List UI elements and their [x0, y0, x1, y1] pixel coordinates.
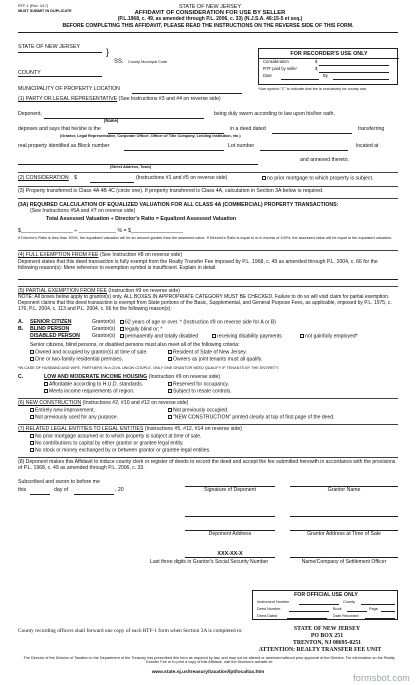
blind-option[interactable]: legally blind or; * — [120, 327, 162, 333]
section2-heading: (2) CONSIDERATION $ — [18, 175, 77, 181]
class-statement: (3) Property transferred is Class 4A 4B 4C (circle one). If property transferred is Class 4A, calculation in Section 3A below is required. — [18, 188, 324, 194]
block-label: real property identified as Block number — [18, 143, 110, 149]
deed-date-field[interactable] — [272, 133, 352, 134]
address-line-3: TRENTON, NJ 08695-0251 — [292, 640, 361, 646]
month-field[interactable] — [74, 494, 114, 495]
street-caption: (Street Address, Town) — [110, 165, 152, 169]
subscribed-label: Subscribed and sworn to before me — [18, 479, 100, 485]
official-county-field[interactable] — [361, 604, 395, 605]
section4-text: Deponent states that this deed transaction is fully exempt from the Realty Transfer Fee imposed by P.L. 1968, c. 49 as amended through P.L. 2004, c. 66 for the following reason(s): Mere reference to exemption symbol is insufficient. Explain in detail. — [18, 259, 378, 271]
website-link[interactable]: www.state.nj.us/treasury/taxation/lpt/localtax.htm — [151, 670, 265, 675]
new-construction-printed-option[interactable]: "NEW CONSTRUCTION" printed clearly at top of first page of the deed. — [168, 415, 335, 421]
section6-heading: (6) NEW CONSTRUCTION (Instructions #2, #10 and #12 on reverse side) — [18, 400, 189, 406]
no-prior-mortgage-entity-option[interactable]: No prior mortgage assumed or to which property is subject at time of sale. — [30, 434, 201, 440]
grantor-name-caption: Grantor Name — [327, 487, 361, 493]
checkbox[interactable] — [168, 350, 172, 354]
state-heading: STATE OF NEW JERSEY — [178, 4, 242, 10]
no-stock-option[interactable]: No stock or money exchanged by or between grantor or grantee legal entities. — [30, 448, 211, 454]
deponent-label: Deponent, — [18, 111, 42, 117]
checkbox[interactable] — [30, 448, 34, 452]
checkbox[interactable] — [120, 334, 124, 338]
signature-caption: Signature of Deponent — [204, 487, 256, 493]
ssn-label: Last three digits in Grantor's Social Security Number — [150, 559, 269, 565]
day-field[interactable] — [30, 494, 50, 495]
receiving-option[interactable]: receiving disability payments — [212, 334, 282, 340]
section3a-note: If Director's Ratio is less than 100%, the equalized valuation will be an amount greater than the assessed value. If Director's Ratio is equal to or in excess of 100%, the assessed value will be equal to the equalized valuation. — [18, 236, 392, 240]
section5-heading: (5) PARTIAL EXEMPTION FROM FEE (Instruction #9 on reverse side) — [18, 288, 180, 294]
section1-heading: (1) PARTY OR LEGAL REPRESENTATIVE (See Instructions #3 and #4 on reverse side) — [18, 96, 221, 102]
checkbox[interactable] — [168, 389, 172, 393]
recorder-rtf-paid: RTF paid by seller — [263, 66, 297, 71]
section3a-formula: Total Assessed Valuation ÷ Director's Ratio = Equalized Assessed Valuation — [46, 216, 237, 222]
address-line-2: PO BOX 251 — [310, 633, 344, 639]
annexed-label: and annexed thereto. — [300, 157, 350, 163]
affordable-option[interactable]: Affordable according to H.U.D. standards. — [44, 382, 143, 388]
watermark: formsbot.com — [353, 672, 410, 683]
checkbox[interactable] — [300, 334, 304, 338]
resale-option[interactable]: Subject to resale controls. — [168, 389, 232, 395]
deposes-label: deposes and says that he/she is the — [18, 126, 101, 132]
checkbox[interactable] — [168, 415, 172, 419]
not-employed-option[interactable]: not gainfully employed* — [300, 334, 358, 340]
official-use-box: FOR OFFICIAL USE ONLY Instrument Number County Deed Number Book Page Deed Dated Date Recorded — [252, 590, 398, 620]
address-line-1: STATE OF NEW JERSEY — [293, 626, 361, 632]
no-prior-mortgage-option[interactable]: no prior mortgage to which property is subject. — [262, 176, 373, 182]
address-line-4: ATTENTION: REALTY TRANSFER FEE UNIT — [258, 647, 382, 653]
not-prev-used-option[interactable]: Not previously used for any purpose. — [30, 415, 118, 421]
law-reference: (P.L.1968, c. 49, as amended through P.L. 2006, c. 33) (N.J.S.A. 46:15-5 et seq.) — [117, 16, 303, 22]
one-two-family-option[interactable]: One or two-family residential premises. — [30, 357, 123, 363]
section3a-sub: (See Instructions #5A and #7 on reverse side) — [30, 208, 136, 214]
settlement-field[interactable] — [290, 557, 398, 558]
instruction-banner: BEFORE COMPLETING THIS AFFIDAVIT, PLEASE READ THE INSTRUCTIONS ON THE REVERSE SIDE OF THIS FORM. — [62, 23, 354, 29]
reserved-option[interactable]: Reserved for occupancy. — [168, 382, 229, 388]
instrument-field[interactable] — [299, 604, 339, 605]
being-duly-sworn: being duly sworn according to law upon his/her oath, — [214, 111, 335, 117]
deed-dated-field[interactable] — [287, 618, 327, 619]
transferring-label: transferring — [358, 126, 385, 132]
duplicate-notice: MUST SUBMIT IN DUPLICATE — [18, 9, 72, 13]
section8-text: (8) Deponent makes this Affidavit to induce county clerk or register of deeds to record the deed and accept the fee submitted herewith in accordance with the provisions of P.L. 1968, c. 49 as amended through P.L. 2006, c. 33. — [18, 459, 396, 471]
deponent-address-caption: Deponent Address — [208, 531, 252, 537]
checkbox[interactable] — [30, 408, 34, 412]
form-id: RTF-1 (Rev. 4/17) — [18, 4, 49, 8]
grantor-address-field[interactable] — [290, 516, 398, 517]
rtf-paid-field[interactable] — [319, 72, 389, 73]
entirely-new-option[interactable]: Entirely new improvement. — [30, 408, 95, 414]
checkbox[interactable] — [30, 441, 34, 445]
county-code-label: County Municipal Code — [128, 60, 168, 64]
grantor-address-caption: Grantor Address at Time of Sale — [307, 531, 381, 537]
checkbox[interactable] — [212, 334, 216, 338]
name-caption: (Name) — [104, 118, 119, 123]
deed-number-field[interactable] — [289, 611, 329, 612]
by-field[interactable] — [333, 79, 389, 80]
meets-income-option[interactable]: Meets income requirements of region. — [44, 389, 135, 395]
consideration-amount-field[interactable] — [90, 182, 134, 183]
low-moderate-heading: LOW AND MODERATE INCOME HOUSING (Instruction #9 on reverse side) — [44, 374, 221, 380]
checkbox[interactable] — [30, 357, 34, 361]
checkbox[interactable] — [262, 176, 266, 180]
recorder-by: By — [323, 73, 328, 78]
block-field[interactable] — [124, 150, 224, 151]
checkbox[interactable] — [168, 382, 172, 386]
located-at-label: located at — [356, 143, 379, 149]
brace-icon: } — [106, 47, 110, 57]
joint-tenants-option[interactable]: Owners as joint tenants must all qualify. — [168, 357, 262, 363]
date-recorded-field[interactable] — [365, 618, 395, 619]
venue-state: STATE OF NEW JERSEY — [18, 44, 81, 50]
ss-label: SS. — [114, 59, 124, 65]
ssn-field[interactable]: XXX-XX-X — [217, 551, 243, 557]
official-title: FOR OFFICIAL USE ONLY — [294, 592, 358, 598]
disabled-person-label: DISABLED PERSON — [30, 333, 80, 339]
form-title: AFFIDAVIT OF CONSIDERATION FOR USE BY SELLER — [134, 10, 286, 16]
checkbox[interactable] — [120, 327, 124, 331]
perm-disabled-option[interactable]: permanently and totally disabled — [120, 334, 198, 340]
senior-citizen-label: SENIOR CITIZEN — [30, 319, 72, 325]
checkbox[interactable] — [44, 382, 48, 386]
checkbox[interactable] — [120, 320, 124, 324]
resident-option[interactable]: Resident of State of New Jersey. — [168, 350, 247, 356]
recorder-consideration: Consideration — [263, 59, 289, 64]
checkbox[interactable] — [44, 389, 48, 393]
settlement-label: Name/Company of Settlement Officer — [301, 559, 387, 565]
age-option[interactable]: 62 years of age or over. * (Instruction #9 on reverse side for A or B) — [120, 320, 276, 326]
checkbox[interactable] — [168, 357, 172, 361]
section7-heading: (7) RELATED LEGAL ENTITIES TO LEGAL ENTITIES (Instructions #5, #12, #14 on reverse side) — [18, 426, 242, 432]
section3a-calc[interactable]: $__________________ ÷ _____________ % = $__________________ — [18, 228, 183, 234]
consideration-field[interactable] — [319, 65, 389, 66]
no-contributions-option[interactable]: No contributions to capital by either grantor or grantee legal entity. — [30, 441, 184, 447]
section5-note: NOTE: All boxes below apply to grantor(s) only. ALL BOXES IN APPROPRIATE CATEGORY MUST BE CHECKED. Failure to do so will void claim for partial exemption. Deponent claims that this deed transaction is exempt from State portions of the Basic, Supplemental, and General Purpose Fees, as applicable, imposed by P.L. 1975, c. 176, P.L. 2004, c. 113 and P.L. 2004, c. 66 for the following reason(s): — [18, 294, 392, 312]
recorder-title: FOR RECORDER'S USE ONLY — [290, 51, 368, 57]
section4-heading: (4) FULL EXEMPTION FROM FEE (See Instruction #8 on reverse side) — [18, 252, 183, 258]
date-field[interactable] — [281, 79, 319, 80]
not-prev-occupied-option[interactable]: Not previously occupied. — [168, 408, 229, 414]
recorder-box: FOR RECORDER'S USE ONLY Consideration $ RTF paid by seller $ Date By — [258, 48, 398, 85]
municipality-field[interactable] — [132, 93, 242, 94]
recorder-date: Date — [263, 73, 272, 78]
county-forward-note: County recording officers shall forward one copy of each RTF-1 form when Section 3A is completed to: — [18, 628, 243, 634]
grantor-caption: (Grantor, Legal Representative, Corporate Officer, Officer of Title Company, Lending Institution, etc.) — [60, 134, 241, 138]
blind-person-label: BLIND PERSON — [30, 326, 70, 332]
owned-option[interactable]: Owned and occupied by grantor(s) at time of sale. — [30, 350, 148, 356]
page-field[interactable] — [381, 611, 395, 612]
state-line[interactable] — [18, 52, 102, 53]
lot-field[interactable] — [260, 150, 348, 151]
book-field[interactable] — [347, 611, 367, 612]
checkbox[interactable] — [30, 415, 34, 419]
checkbox[interactable] — [168, 408, 172, 412]
criteria-lead: Senior citizens, blind persons, or disabled persons must also meet all of the following criteria: — [30, 342, 240, 348]
municipality-label: MUNICIPALITY OF PROPERTY LOCATION — [18, 86, 120, 92]
deed-dated-label: in a deed dated — [230, 126, 266, 132]
lot-label: Lot number — [228, 143, 255, 149]
exemption-reason-field[interactable] — [18, 279, 398, 280]
checkbox[interactable] — [30, 350, 34, 354]
deponent-name-field[interactable] — [44, 118, 204, 119]
director-note: The Director of the Division of Taxation in the Department of the Treasury has prescribed this form as required by law, and may not be altered or amended without prior approval of the Director. For information on the Realty Transfer Fee or to print a copy of this Affidavit, visit the Division's website at: — [23, 656, 395, 665]
consideration-instructions: (Instructions #1 and #5 on reverse side) — [136, 175, 228, 181]
husband-wife-note: *IN CASE OF HUSBAND AND WIFE, PARTNERS IN A CIVIL UNION COUPLE, ONLY ONE GRANTOR NEED QUALIFY IF TENANTS BY THE ENTIRETY. — [18, 366, 280, 370]
checkbox[interactable] — [30, 434, 34, 438]
deponent-address-field[interactable] — [185, 516, 275, 517]
section3a-heading: (3A) REQUIRED CALCULATION OF EQUALIZED VALUATION FOR ALL CLASS 4A (COMMERCIAL) PROPERTY TRANSACTIONS: — [18, 202, 339, 208]
recorder-note: *Use symbol "C" to indicate that fee is exclusively for county use. — [258, 87, 368, 91]
county-label: COUNTY — [18, 70, 41, 76]
